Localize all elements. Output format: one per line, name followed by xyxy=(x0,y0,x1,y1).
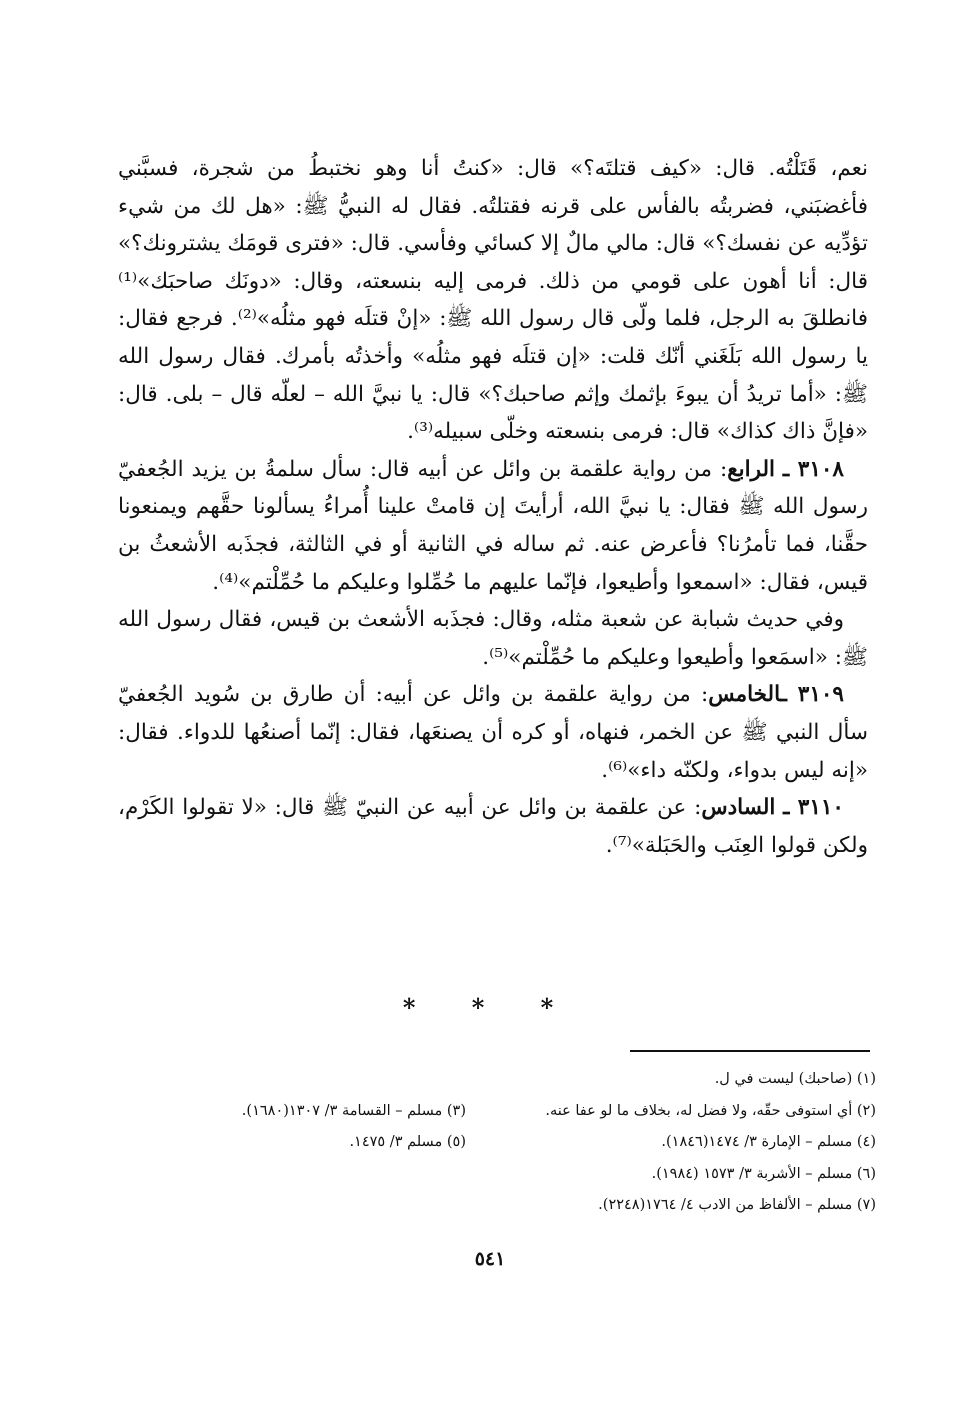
footnote-row xyxy=(118,1190,876,1222)
footnote-5: (٥) مسلم ٣/ ١٤٧٥. xyxy=(349,1134,466,1150)
paragraph-3110 xyxy=(118,789,868,864)
section-title: السادس xyxy=(701,795,776,821)
hadith-number: ٣١٠٨ ـ xyxy=(782,456,844,482)
paragraph-hadith-continuation: نعم، قَتَلْتُه. قال: «كيف قتلتَه؟» قال: «كنتُ أنا وهو نختبطُ من شجرة، فسبَّني فأغضبَني، فضربتُه بالفأس على قرنه فقتلتُه. فقال له النبيُّ ﷺ: «هل لك من شيء تؤدِّيه عن نفسك؟» قال: مالي مالٌ إلا كسائي وفأسي. قال: «فترى قومَك يشترونك؟» قال: أنا أهون على قومي من ذلك. فرمى إليه بنسعته، وقال: «دونَك صاحبَك»⁽¹⁾ فانطلقَ به الرجل، فلما ولّى قال رسول الله ﷺ: «إنْ قتلَه فهو مثلُه»⁽²⁾. فرجع فقال: يا رسول الله بَلَغَني أنّك قلت: «إن قتلَه فهو مثلُه» وأخذتُه بأمرك. فقال رسول الله ﷺ: «أما تريدُ أن يبوءَ بإثمك وإثم صاحبك؟» قال: يا نبيَّ الله – لعلّه قال – بلى. قال: «فإنَّ ذاك كذاك» قال: فرمى بنسعته وخلّى سبيله⁽³⁾. xyxy=(117,156,869,445)
footnotes xyxy=(118,1064,876,1222)
paragraph-text: : من رواية علقمة بن وائل عن أبيه قال: سأل سلمةُ بن يزيد الجُعفيّ رسول الله ﷺ فقال: يا نبيَّ الله، أرأيتَ إن قامتْ علينا أُمراءُ يسألونا حقَّهم ويمنعونا حقَّنا، فما تأمرُنا؟ فأعرض عنه. ثم ساله في الثانية أو في الثالثة، فجذَبه الأشعثُ بن قيس، فقال: «اسمعوا وأطيعوا، فإنّما عليهم ما حُمِّلوا وعليكم ما حُمِّلْتم»⁽⁴⁾. xyxy=(118,456,868,595)
paragraph-3108 xyxy=(118,451,868,601)
section-title: الرابع xyxy=(727,456,775,482)
footnote-2: (٢) أي استوفى حقّه، ولا فضل له، بخلاف ما لو عفا عنه. xyxy=(545,1102,876,1119)
footnote-1: (١) (صاحبك) ليست في ل. xyxy=(714,1071,876,1087)
section-title: الخامس xyxy=(708,682,781,708)
paragraph-text: : عن علقمة بن وائل عن أبيه عن النبيّ ﷺ قال: «لا تقولوا الكَرْم، ولكن قولوا العِنَب والحَبَلة»⁽⁷⁾. xyxy=(118,795,868,858)
footnote-row xyxy=(118,1064,876,1096)
paragraph-shabbaba: وفي حديث شبابة عن شعبة مثله، وقال: فجذَبه الأشعث بن قيس، فقال رسول الله ﷺ: «اسمَعوا وأطيعوا وعليكم ما حُمِّلْتم»⁽⁵⁾. xyxy=(118,607,868,670)
section-divider-stars: * * * xyxy=(402,993,578,1022)
paragraph-text: : من رواية علقمة بن وائل عن أبيه: أن طارق بن سُويد الجُعفيّ سأل النبي ﷺ عن الخمر، فنهاه، أو كره أن يصنعَها، فقال: إنّما أصنعُها للدواء. فقال: «إنه ليس بدواء، ولكنّه داء»⁽⁶⁾. xyxy=(118,682,868,783)
footnote-3: (٣) مسلم – القسامة ٣/ ١٣٠٧(١٦٨٠). xyxy=(241,1102,466,1119)
footnote-row xyxy=(118,1096,876,1128)
main-text xyxy=(118,150,868,864)
hadith-number: ٣١٠٩ ـ xyxy=(780,682,844,708)
footnote-6: (٦) مسلم – الأشربة ٣/ ١٥٧٣ (١٩٨٤). xyxy=(651,1165,876,1182)
footnote-separator-line xyxy=(630,1050,870,1052)
footnote-row xyxy=(118,1127,876,1159)
hadith-number: ٣١١٠ ـ xyxy=(783,795,844,821)
paragraph-3109 xyxy=(118,676,868,789)
page-number: ٥٤١ xyxy=(474,1248,506,1270)
footnote-7: (٧) مسلم – الألفاظ من الادب ٤/ ١٧٦٤(٢٢٤٨). xyxy=(598,1197,876,1213)
footnote-row xyxy=(118,1159,876,1191)
footnote-4: (٤) مسلم – الإمارة ٣/ ١٤٧٤(١٨٤٦). xyxy=(661,1134,876,1150)
